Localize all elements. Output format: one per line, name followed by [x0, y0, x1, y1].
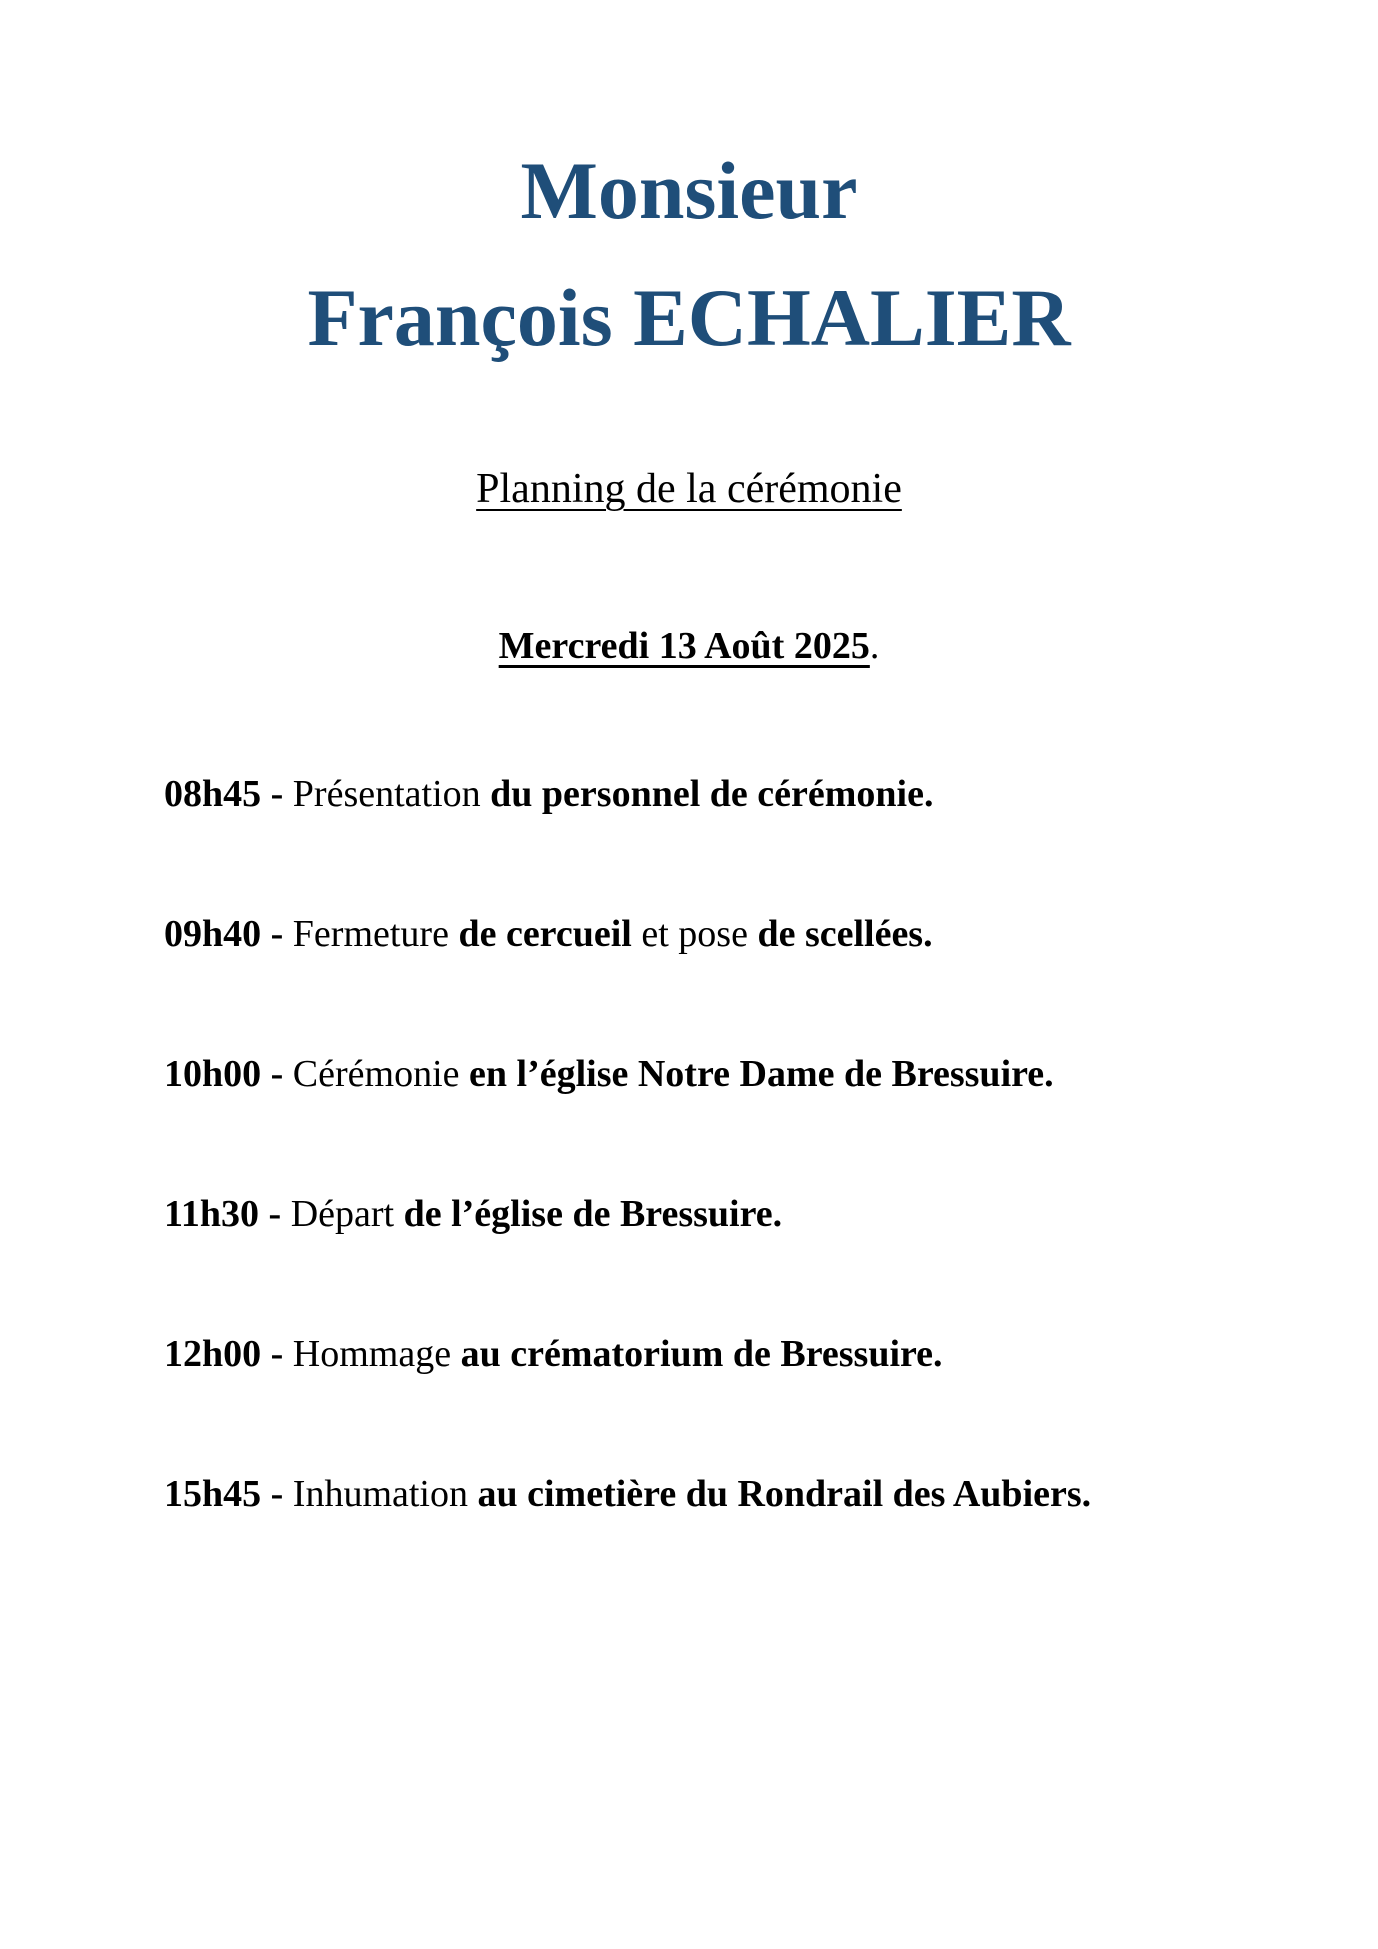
schedule-text: au cimetière du Rondrail des Aubiers. [477, 1473, 1092, 1515]
schedule-text: du personnel de cérémonie. [490, 773, 934, 815]
page-subtitle [0, 468, 1378, 510]
schedule-text: de cercueil [458, 913, 632, 955]
schedule-text: en l’église Notre Dame de Bressuire. [469, 1053, 1054, 1095]
ceremony-date [0, 627, 1378, 665]
schedule-time: 09h40 - [164, 913, 284, 955]
schedule-text: Fermeture [283, 913, 459, 955]
schedule-item [164, 1195, 1314, 1233]
title-honorific: Monsieur [520, 145, 858, 236]
title-name: François ECHALIER [307, 272, 1071, 363]
schedule-text: de scellées. [757, 913, 933, 955]
schedule-item [164, 1335, 1314, 1373]
schedule-item [164, 1475, 1314, 1513]
schedule-item [164, 775, 1314, 813]
schedule-text: Présentation [283, 773, 491, 815]
schedule-text: Cérémonie [283, 1053, 470, 1095]
schedule-text: de l’église de Bressuire. [403, 1193, 783, 1235]
schedule-text: Inhumation [283, 1473, 478, 1515]
schedule-time: 10h00 - [164, 1053, 284, 1095]
schedule-text: et pose [631, 913, 758, 955]
schedule-text: au crématorium de Bressuire. [460, 1333, 943, 1375]
schedule-text: Hommage [283, 1333, 461, 1375]
schedule-text: Départ [281, 1193, 404, 1235]
schedule-time: 12h00 - [164, 1333, 284, 1375]
schedule-time: 11h30 - [164, 1193, 282, 1235]
schedule-time: 15h45 - [164, 1473, 284, 1515]
schedule-item [164, 915, 1314, 953]
schedule-time: 08h45 - [164, 773, 284, 815]
date-text: Mercredi 13 Août 2025 [498, 625, 870, 667]
schedule-item [164, 1055, 1314, 1093]
subtitle-text: Planning de la cérémonie [476, 466, 902, 512]
date-trailing: . [869, 625, 880, 667]
